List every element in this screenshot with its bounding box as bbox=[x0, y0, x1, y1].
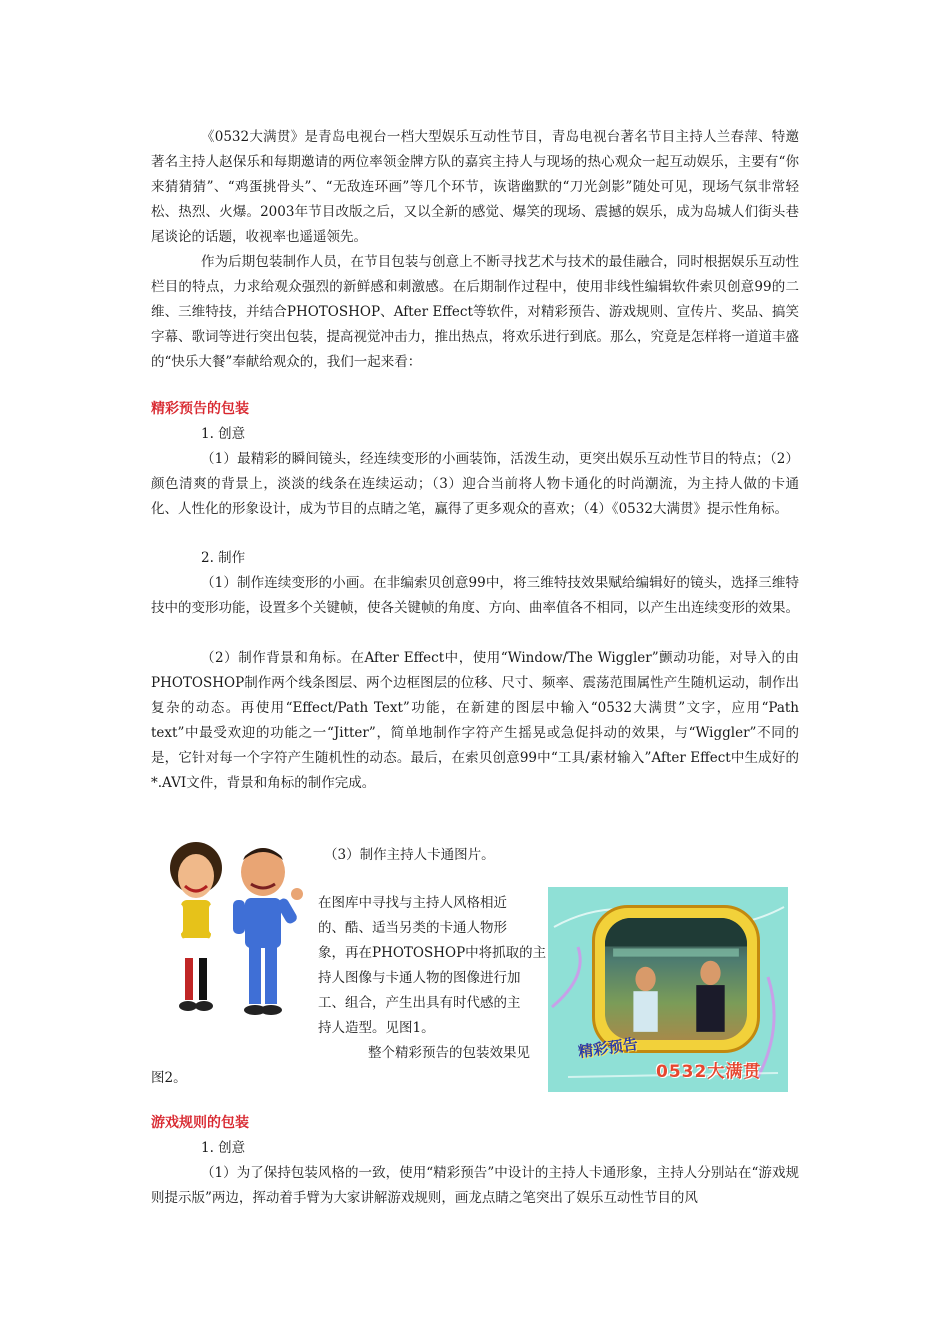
production-step-3-line-4: 持人图像与卡通人物的图像进行加 bbox=[318, 970, 521, 986]
intro-paragraph-1: 《0532大满贯》是青岛电视台一档大型娱乐互动性节目，青岛电视台著名节目主持人兰春萍、特邀著名主持人赵保乐和每期邀请的两位率领金牌方队的嘉宾主持人与现场的热心观众一起互动娱乐，主要有“你来猜猜猜”、“鸡蛋挑骨头”、“无敌连环画”等几个环节，诙谐幽默的“刀光剑影”随处可见，现场气氛非常轻松、热烈、火爆。2003年节目改版之后，又以全新的感觉、爆笑的现场、震撼的娱乐，成为岛城人们街头巷尾谈论的话题，收视率也遥遥领先。 bbox=[151, 129, 799, 245]
production-step-3-line-3: 象，再在PHOTOSHOP中将抓取的主 bbox=[318, 945, 547, 961]
tv-screen bbox=[605, 918, 747, 1040]
production-paragraph-1: （1）制作连续变形的小画。在非编索贝创意99中，将三维特技效果赋给编辑好的镜头，选择三维特技中的变形功能，设置多个关键帧，使各关键帧的角度、方向、曲率值各不相同，以产生出连续变形的效果。 bbox=[151, 575, 799, 616]
subheading-creative-2: 1. 创意 bbox=[201, 1140, 246, 1156]
production-step-3-tail: 整个精彩预告的包装效果见 bbox=[368, 1045, 530, 1061]
production-step-3-title: （3）制作主持人卡通图片。 bbox=[324, 847, 495, 863]
subheading-creative: 1. 创意 bbox=[201, 426, 246, 442]
male-host-figure bbox=[233, 848, 303, 1015]
intro-paragraph-2: 作为后期包装制作人员，在节目包装与创意上不断寻找艺术与技术的最佳融合，同时根据娱乐互动性栏目的特点，力求给观众强烈的新鲜感和刺激感。在后期制作过程中，使用非线性编辑软件索贝创意99的二维、三维特技，并结合PHOTOSHOP、After Effect等软件，对精彩预告、游戏规则、宣传片、奖品、搞笑字幕、歌词等进行突出包装，提高视觉冲击力，推出热点，将欢乐进行到底。那么，究竟是怎样将一道道丰盛的“快乐大餐”奉献给观众的，我们一起来看： bbox=[151, 254, 799, 370]
female-host-figure bbox=[170, 842, 222, 1011]
production-paragraph-2: （2）制作背景和角标。在After Effect中，使用“Window/The Wiggler”颤动功能，对导入的由PHOTOSHOP制作两个线条图层、两个边框图层的位移、尺寸、频率、震荡范围属性产生随机运动，制作出复杂的动态。再使用“Effect/Path Text”功能，在新建的图层中输入“0532大满贯”文字，应用“Path text”中最受欢迎的功能之一“Jitter”，简单地制作字符产生摇晃或急促抖动的效果，与“Wiggler”不同的是，它针对每一个字符产生随机性的动态。最后，在索贝创意99中“工具/素材输入”After Effect中生成好的*.AVI文件，背景和角标的制作完成。 bbox=[151, 650, 799, 791]
production-step-3-end: 图2。 bbox=[151, 1070, 187, 1086]
program-title-badge: 0532大满贯 bbox=[656, 1062, 762, 1082]
game-rules-paragraph-1: （1）为了保持包装风格的一致，使用“精彩预告”中设计的主持人卡通形象，主持人分别站在“游戏规则提示版”两边，挥动着手臂为大家讲解游戏规则，画龙点睛之笔突出了娱乐互动性节目的风 bbox=[151, 1165, 799, 1206]
preview-logo-text: 精彩预告 bbox=[577, 1034, 640, 1062]
tv-frame bbox=[592, 905, 760, 1053]
production-step-3-line-2: 的、酷、适当另类的卡通人物形 bbox=[318, 920, 507, 936]
subheading-production: 2. 制作 bbox=[201, 550, 246, 566]
production-step-3-line-1: 在图库中寻找与主持人风格相近 bbox=[318, 895, 507, 911]
section-heading-preview: 精彩预告的包装 bbox=[151, 401, 249, 417]
host-cartoon-image bbox=[151, 838, 311, 1033]
production-step-3-line-6: 持人造型。见图1。 bbox=[318, 1020, 435, 1036]
preview-screenshot-image bbox=[548, 887, 788, 1092]
section-heading-game-rules: 游戏规则的包装 bbox=[151, 1115, 249, 1131]
creative-paragraph: （1）最精彩的瞬间镜头，经连续变形的小画装饰，活泼生动，更突出娱乐互动性节目的特点；（2）颜色清爽的背景上，淡淡的线条在连续运动；（3）迎合当前将人物卡通化的时尚潮流，为主持人做的卡通化、人性化的形象设计，成为节目的点睛之笔，赢得了更多观众的喜欢；（4）《0532大满贯》提示性角标。 bbox=[151, 451, 799, 517]
production-step-3-line-5: 工、组合，产生出具有时代感的主 bbox=[318, 995, 521, 1011]
